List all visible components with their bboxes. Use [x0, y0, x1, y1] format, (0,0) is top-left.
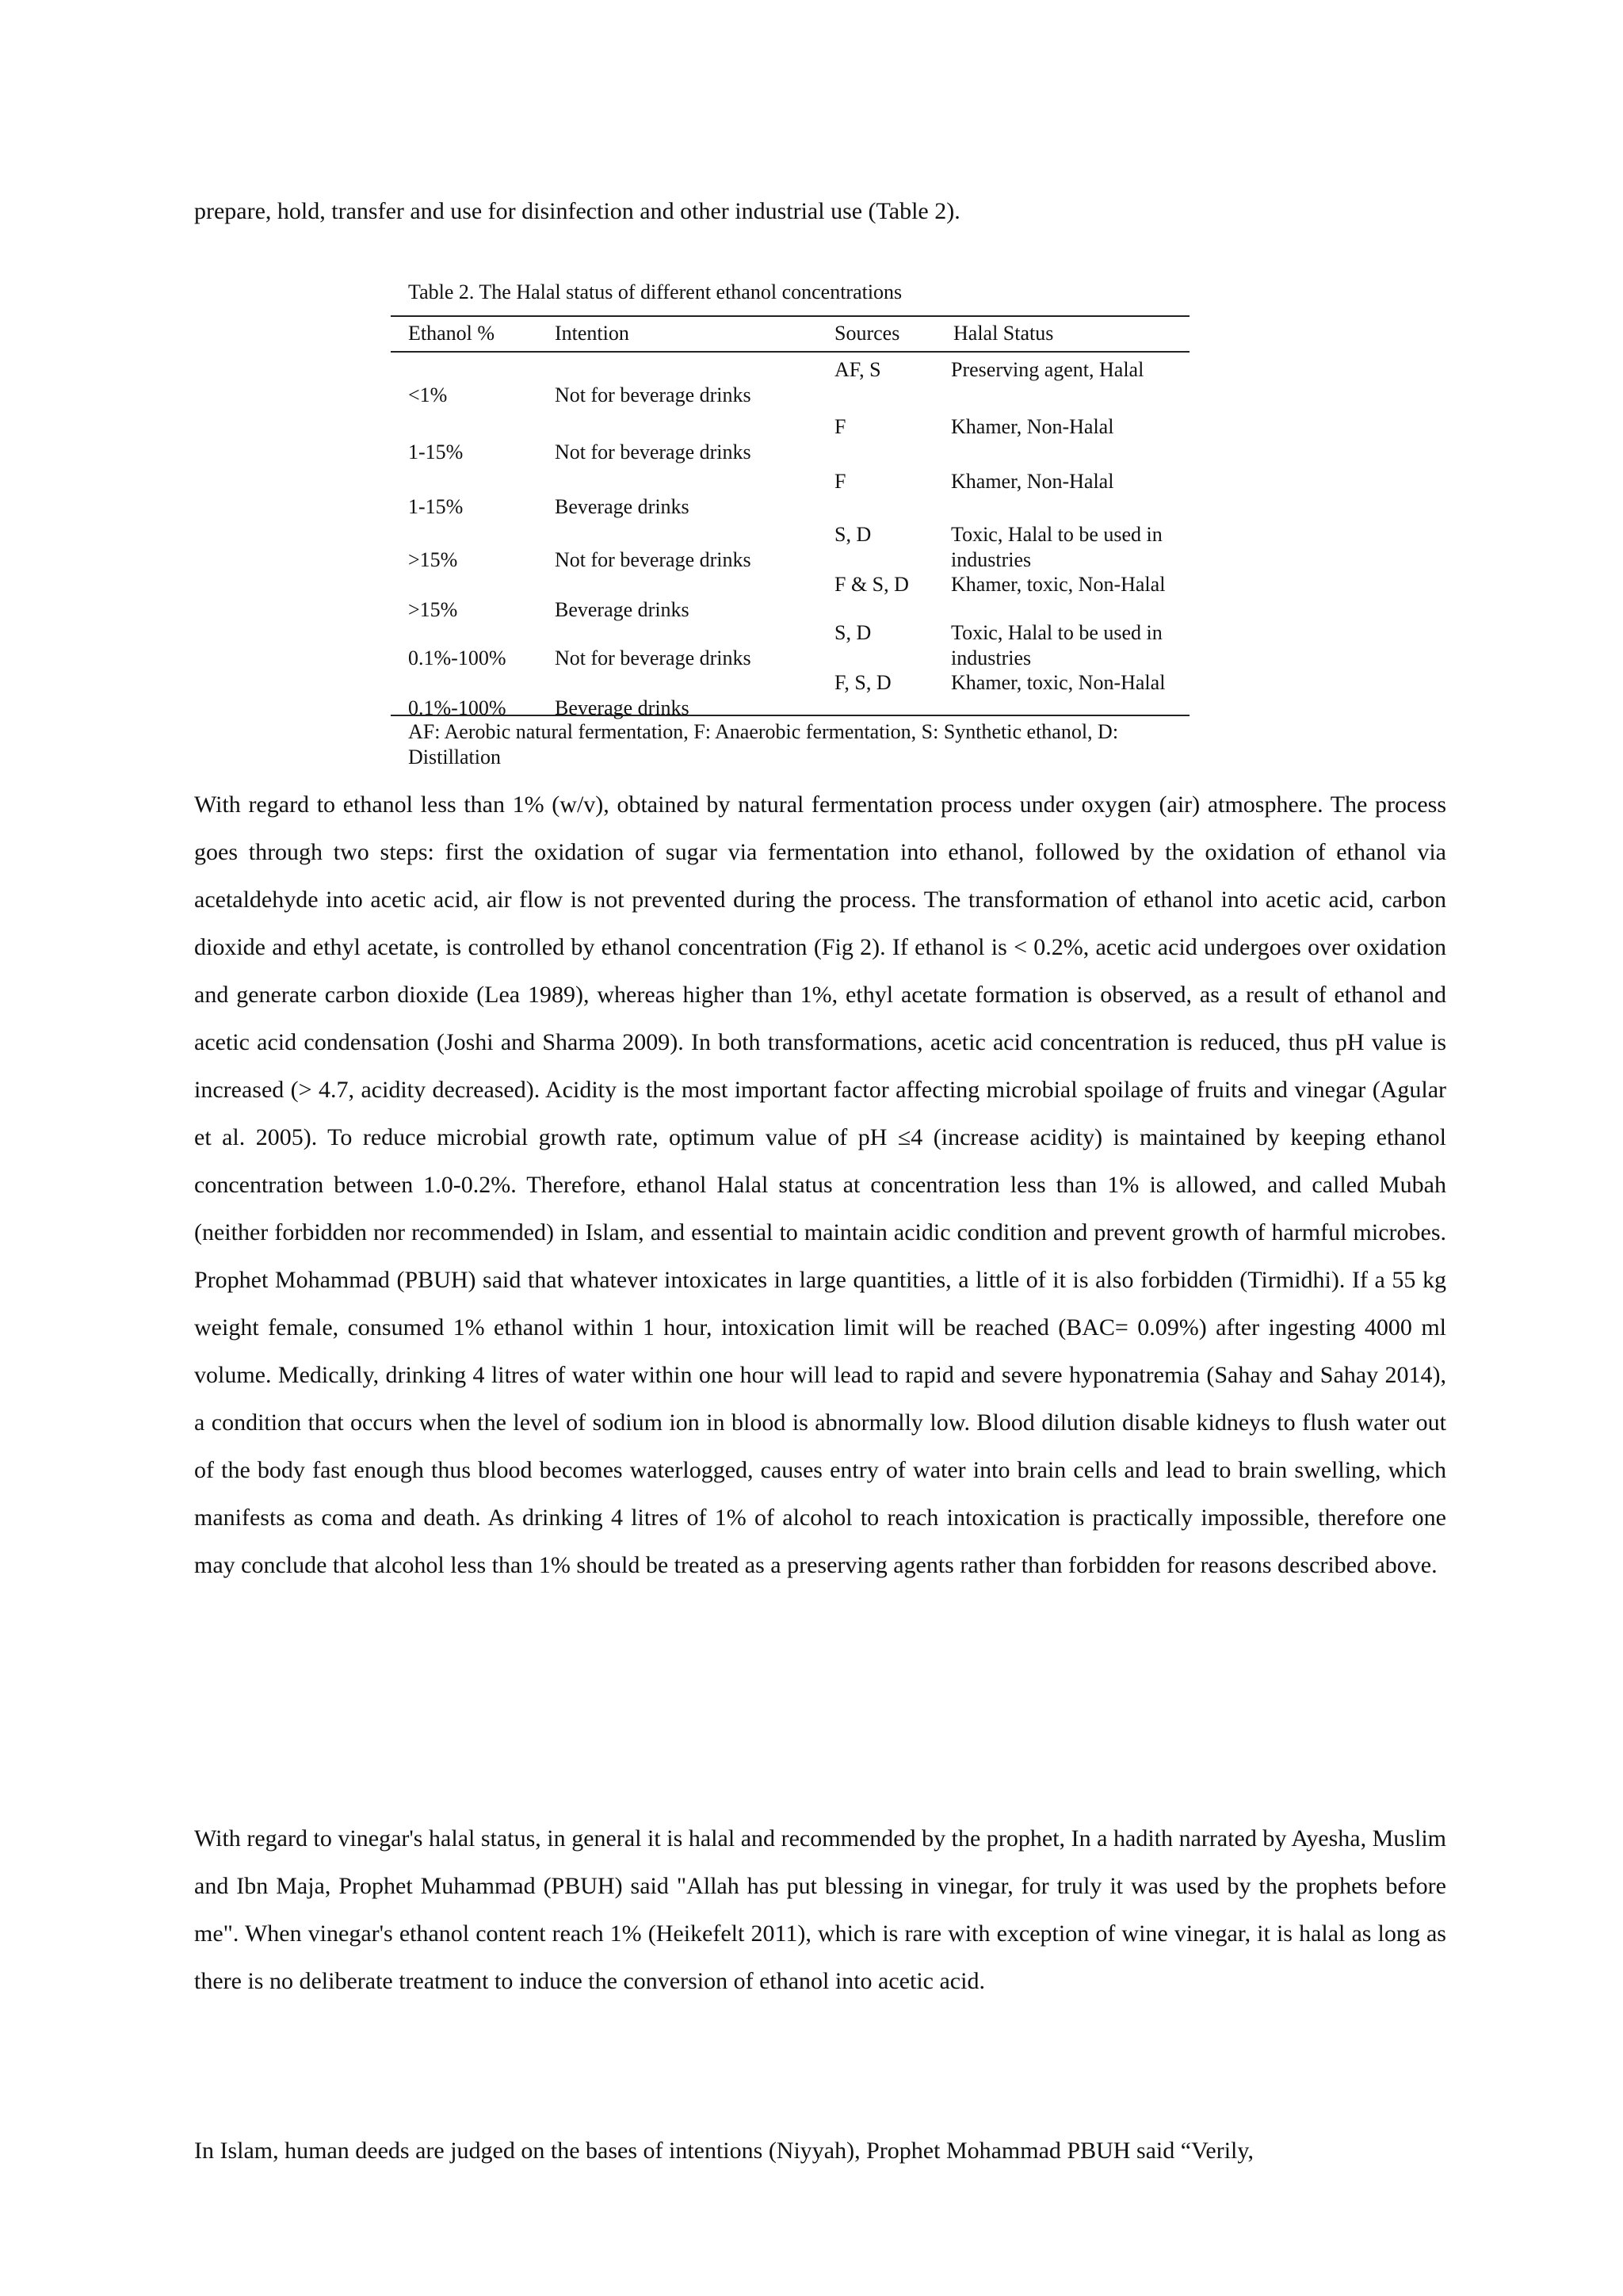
paragraph-intentions: In Islam, human deeds are judged on the bases of intentions (Niyyah), Prophet Mohammad PBUH said “Verily, — [194, 2138, 1254, 2164]
intro-line: prepare, hold, transfer and use for disinfection and other industrial use (Table 2). — [194, 198, 960, 224]
table-caption: Table 2. The Halal status of different ethanol concentrations — [408, 280, 903, 303]
cell-sources: F, S, D — [834, 671, 892, 694]
cell-ethanol: 1-15% — [408, 495, 464, 518]
cell-sources: S, D — [834, 523, 872, 546]
cell-ethanol: 0.1%-100% — [408, 696, 506, 719]
cell-intention: Not for beverage drinks — [555, 441, 751, 463]
cell-ethanol: <1% — [408, 383, 448, 406]
header-ethanol: Ethanol % — [408, 322, 495, 345]
cell-sources: F — [834, 470, 846, 493]
cell-ethanol: >15% — [408, 598, 458, 621]
table-footnote: AF: Aerobic natural fermentation, F: Anaerobic fermentation, S: Synthetic ethanol, D: Distillation — [408, 720, 1119, 769]
table-top-rule — [391, 315, 1190, 317]
cell-ethanol: 0.1%-100% — [408, 646, 506, 669]
cell-ethanol: >15% — [408, 548, 458, 571]
cell-halal-status: Khamer, toxic, Non-Halal — [951, 671, 1166, 694]
table-header-rule — [391, 351, 1190, 353]
table-bottom-rule — [391, 715, 1190, 716]
cell-sources: F & S, D — [834, 573, 909, 596]
cell-halal-status: Toxic, Halal to be used in industries — [951, 523, 1163, 571]
paragraph-ethanol-below-1-percent: With regard to ethanol less than 1% (w/v), obtained by natural fermentation process under oxygen (air) atmosphere. The process goes through two steps: first the oxidation of sugar via fermentation into ethanol, followed by the oxidation of ethanol via acetaldehyde into acetic acid, air flow is not prevented during the process. The transformation of ethanol into acetic acid, carbon dioxide and ethyl acetate, is controlled by ethanol concentration (Fig 2). If ethanol is < 0.2%, acetic acid undergoes over oxidation and generate carbon dioxide (Lea 1989), whereas higher than 1%, ethyl acetate formation is observed, as a result of ethanol and acetic acid condensation (Joshi and Sharma 2009). In both transformations, acetic acid concentration is reduced, thus pH value is increased (> 4.7, acidity decreased). Acidity is the most important factor affecting microbial spoilage of fruits and vinegar (Agular et al. 2005). To reduce microbial growth rate, optimum value of pH ≤4 (increase acidity) is maintained by keeping ethanol concentration between 1.0-0.2%. Therefore, ethanol Halal status at concentration less than 1% is allowed, and called Mubah (neither forbidden nor recommended) in Islam, and essential to maintain acidic condition and prevent growth of harmful microbes. Prophet Mohammad (PBUH) said that whatever intoxicates in large quantities, a little of it is also forbidden (Tirmidhi). If a 55 kg weight female, consumed 1% ethanol within 1 hour, intoxication limit will be reached (BAC= 0.09%) after ingesting 4000 ml volume. Medically, drinking 4 litres of water within one hour will lead to rapid and severe hyponatremia (Sahay and Sahay 2014), a condition that occurs when the level of sodium ion in blood is abnormally low. Blood dilution disable kidneys to flush water out of the body fast enough thus blood becomes waterlogged, causes entry of water into brain cells and lead to brain swelling, which manifests as coma and death. As drinking 4 litres of 1% of alcohol to reach intoxication is practically impossible, therefore one may conclude that alcohol less than 1% should be treated as a preserving agents rather than forbidden for reasons described above. — [194, 791, 1446, 1578]
cell-intention: Not for beverage drinks — [555, 383, 751, 406]
cell-intention: Beverage drinks — [555, 495, 689, 518]
cell-halal-status: Preserving agent, Halal — [951, 358, 1144, 381]
cell-intention: Not for beverage drinks — [555, 646, 751, 669]
header-sources: Sources — [834, 322, 900, 345]
cell-sources: F — [834, 415, 846, 438]
cell-halal-status: Toxic, Halal to be used in industries — [951, 621, 1163, 669]
cell-halal-status: Khamer, toxic, Non-Halal — [951, 573, 1166, 596]
cell-ethanol: 1-15% — [408, 441, 464, 463]
cell-sources: AF, S — [834, 358, 881, 381]
header-halal-status: Halal Status — [953, 322, 1054, 345]
cell-intention: Beverage drinks — [555, 598, 689, 621]
header-intention: Intention — [555, 322, 629, 345]
paragraph-vinegar-halal-status: With regard to vinegar's halal status, in general it is halal and recommended by the prophet, In a hadith narrated by Ayesha, Muslim and Ibn Maja, Prophet Muhammad (PBUH) said "Allah has put blessing in vinegar, for truly it was used by the prophets before me". When vinegar's ethanol content reach 1% (Heikefelt 2011), which is rare with exception of wine vinegar, it is halal as long as there is no deliberate treatment to induce the conversion of ethanol into acetic acid. — [194, 1825, 1446, 1994]
cell-sources: S, D — [834, 621, 872, 644]
cell-halal-status: Khamer, Non-Halal — [951, 415, 1114, 438]
cell-intention: Beverage drinks — [555, 696, 689, 719]
cell-halal-status: Khamer, Non-Halal — [951, 470, 1114, 493]
cell-intention: Not for beverage drinks — [555, 548, 751, 571]
